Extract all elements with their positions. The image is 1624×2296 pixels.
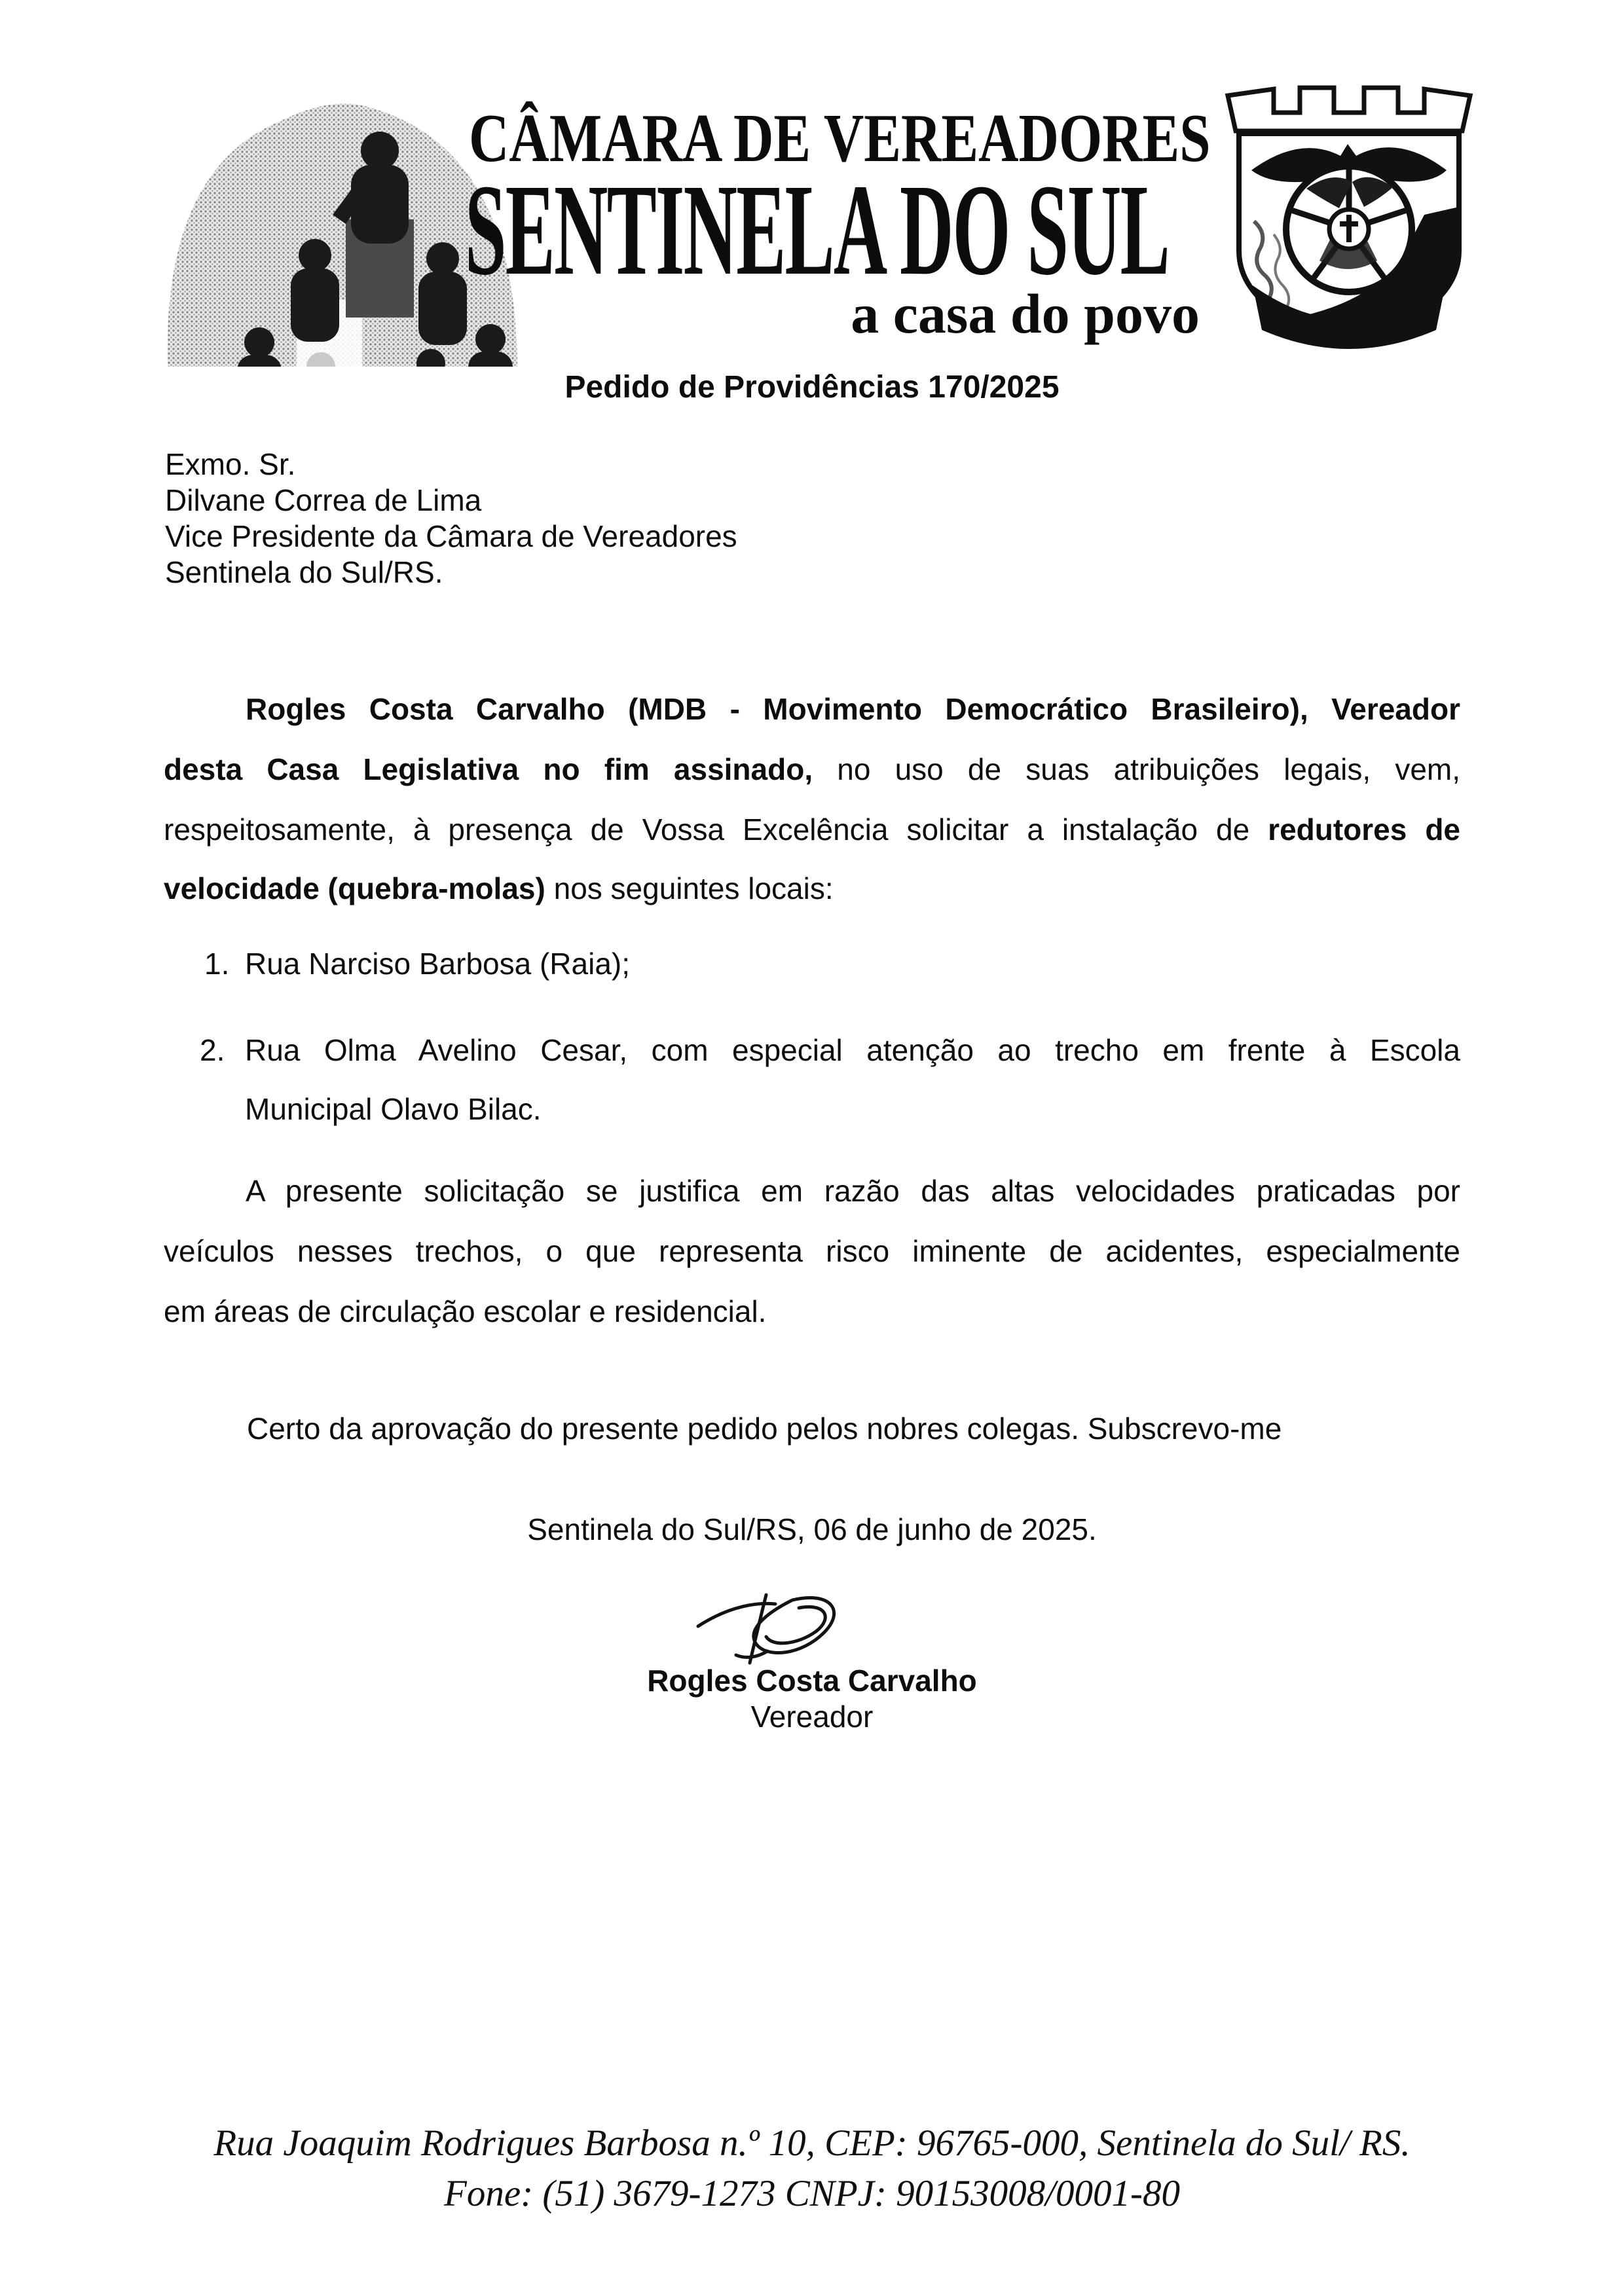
signatory-name: Rogles Costa Carvalho xyxy=(647,1664,977,1698)
paragraph1-line4: velocidade (quebra-molas) nos seguintes locais: xyxy=(164,871,834,905)
org-tagline: a casa do povo xyxy=(851,282,1200,345)
paragraph2-line1: A presente solicitação se justifica em razão das altas velocidades praticadas por xyxy=(246,1174,1460,1208)
addressee-line-2: Dilvane Correa de Lima xyxy=(165,483,482,517)
list-item-2-line2: Municipal Olavo Bilac. xyxy=(245,1092,542,1126)
list-item-1-text: Rua Narciso Barbosa (Raia); xyxy=(245,947,631,981)
document-title: Pedido de Providências 170/2025 xyxy=(564,370,1060,405)
handwritten-signature-icon xyxy=(693,1591,857,1669)
signatory-role: Vereador xyxy=(750,1700,874,1734)
paragraph1-line1: Rogles Costa Carvalho (MDB - Movimento Democrático Brasileiro), Vereador xyxy=(246,692,1460,726)
closing-line: Certo da aprovação do presente pedido pelos nobres colegas. Subscrevo-me xyxy=(247,1412,1282,1446)
org-name-line1: CÂMARA DE VEREADORES xyxy=(469,100,1211,176)
municipal-coat-of-arms-icon xyxy=(1208,58,1490,352)
list-item-2-line1: Rua Olma Avelino Cesar, com especial atenção ao trecho em frente à Escola xyxy=(245,1033,1460,1067)
org-name-line2: SENTINELA DO SUL xyxy=(465,158,1170,302)
paragraph1-line2: desta Casa Legislativa no fim assinado, no uso de suas atribuições legais, vem, xyxy=(164,752,1461,786)
paragraph1-line3: respeitosamente, à presença de Vossa Excelência solicitar a instalação de redutores de xyxy=(164,812,1460,847)
addressee-line-1: Exmo. Sr. xyxy=(165,447,296,481)
paragraph2-line2: veículos nesses trechos, o que representa risco iminente de acidentes, especialmente xyxy=(164,1234,1460,1268)
list-item-2-number: 2. xyxy=(200,1033,225,1067)
list-item-1-number: 1. xyxy=(204,947,230,981)
paragraph2-line3: em áreas de circulação escolar e residencial. xyxy=(164,1294,767,1328)
footer-address: Rua Joaquim Rodrigues Barbosa n.º 10, CEP: 96765-000, Sentinela do Sul/ RS. xyxy=(213,2123,1411,2164)
addressee-line-3: Vice Presidente da Câmara de Vereadores xyxy=(165,519,737,553)
addressee-line-4: Sentinela do Sul/RS. xyxy=(165,555,443,589)
footer-contact: Fone: (51) 3679-1273 CNPJ: 90153008/0001-80 xyxy=(444,2173,1180,2214)
dateline: Sentinela do Sul/RS, 06 de junho de 2025. xyxy=(527,1512,1097,1546)
